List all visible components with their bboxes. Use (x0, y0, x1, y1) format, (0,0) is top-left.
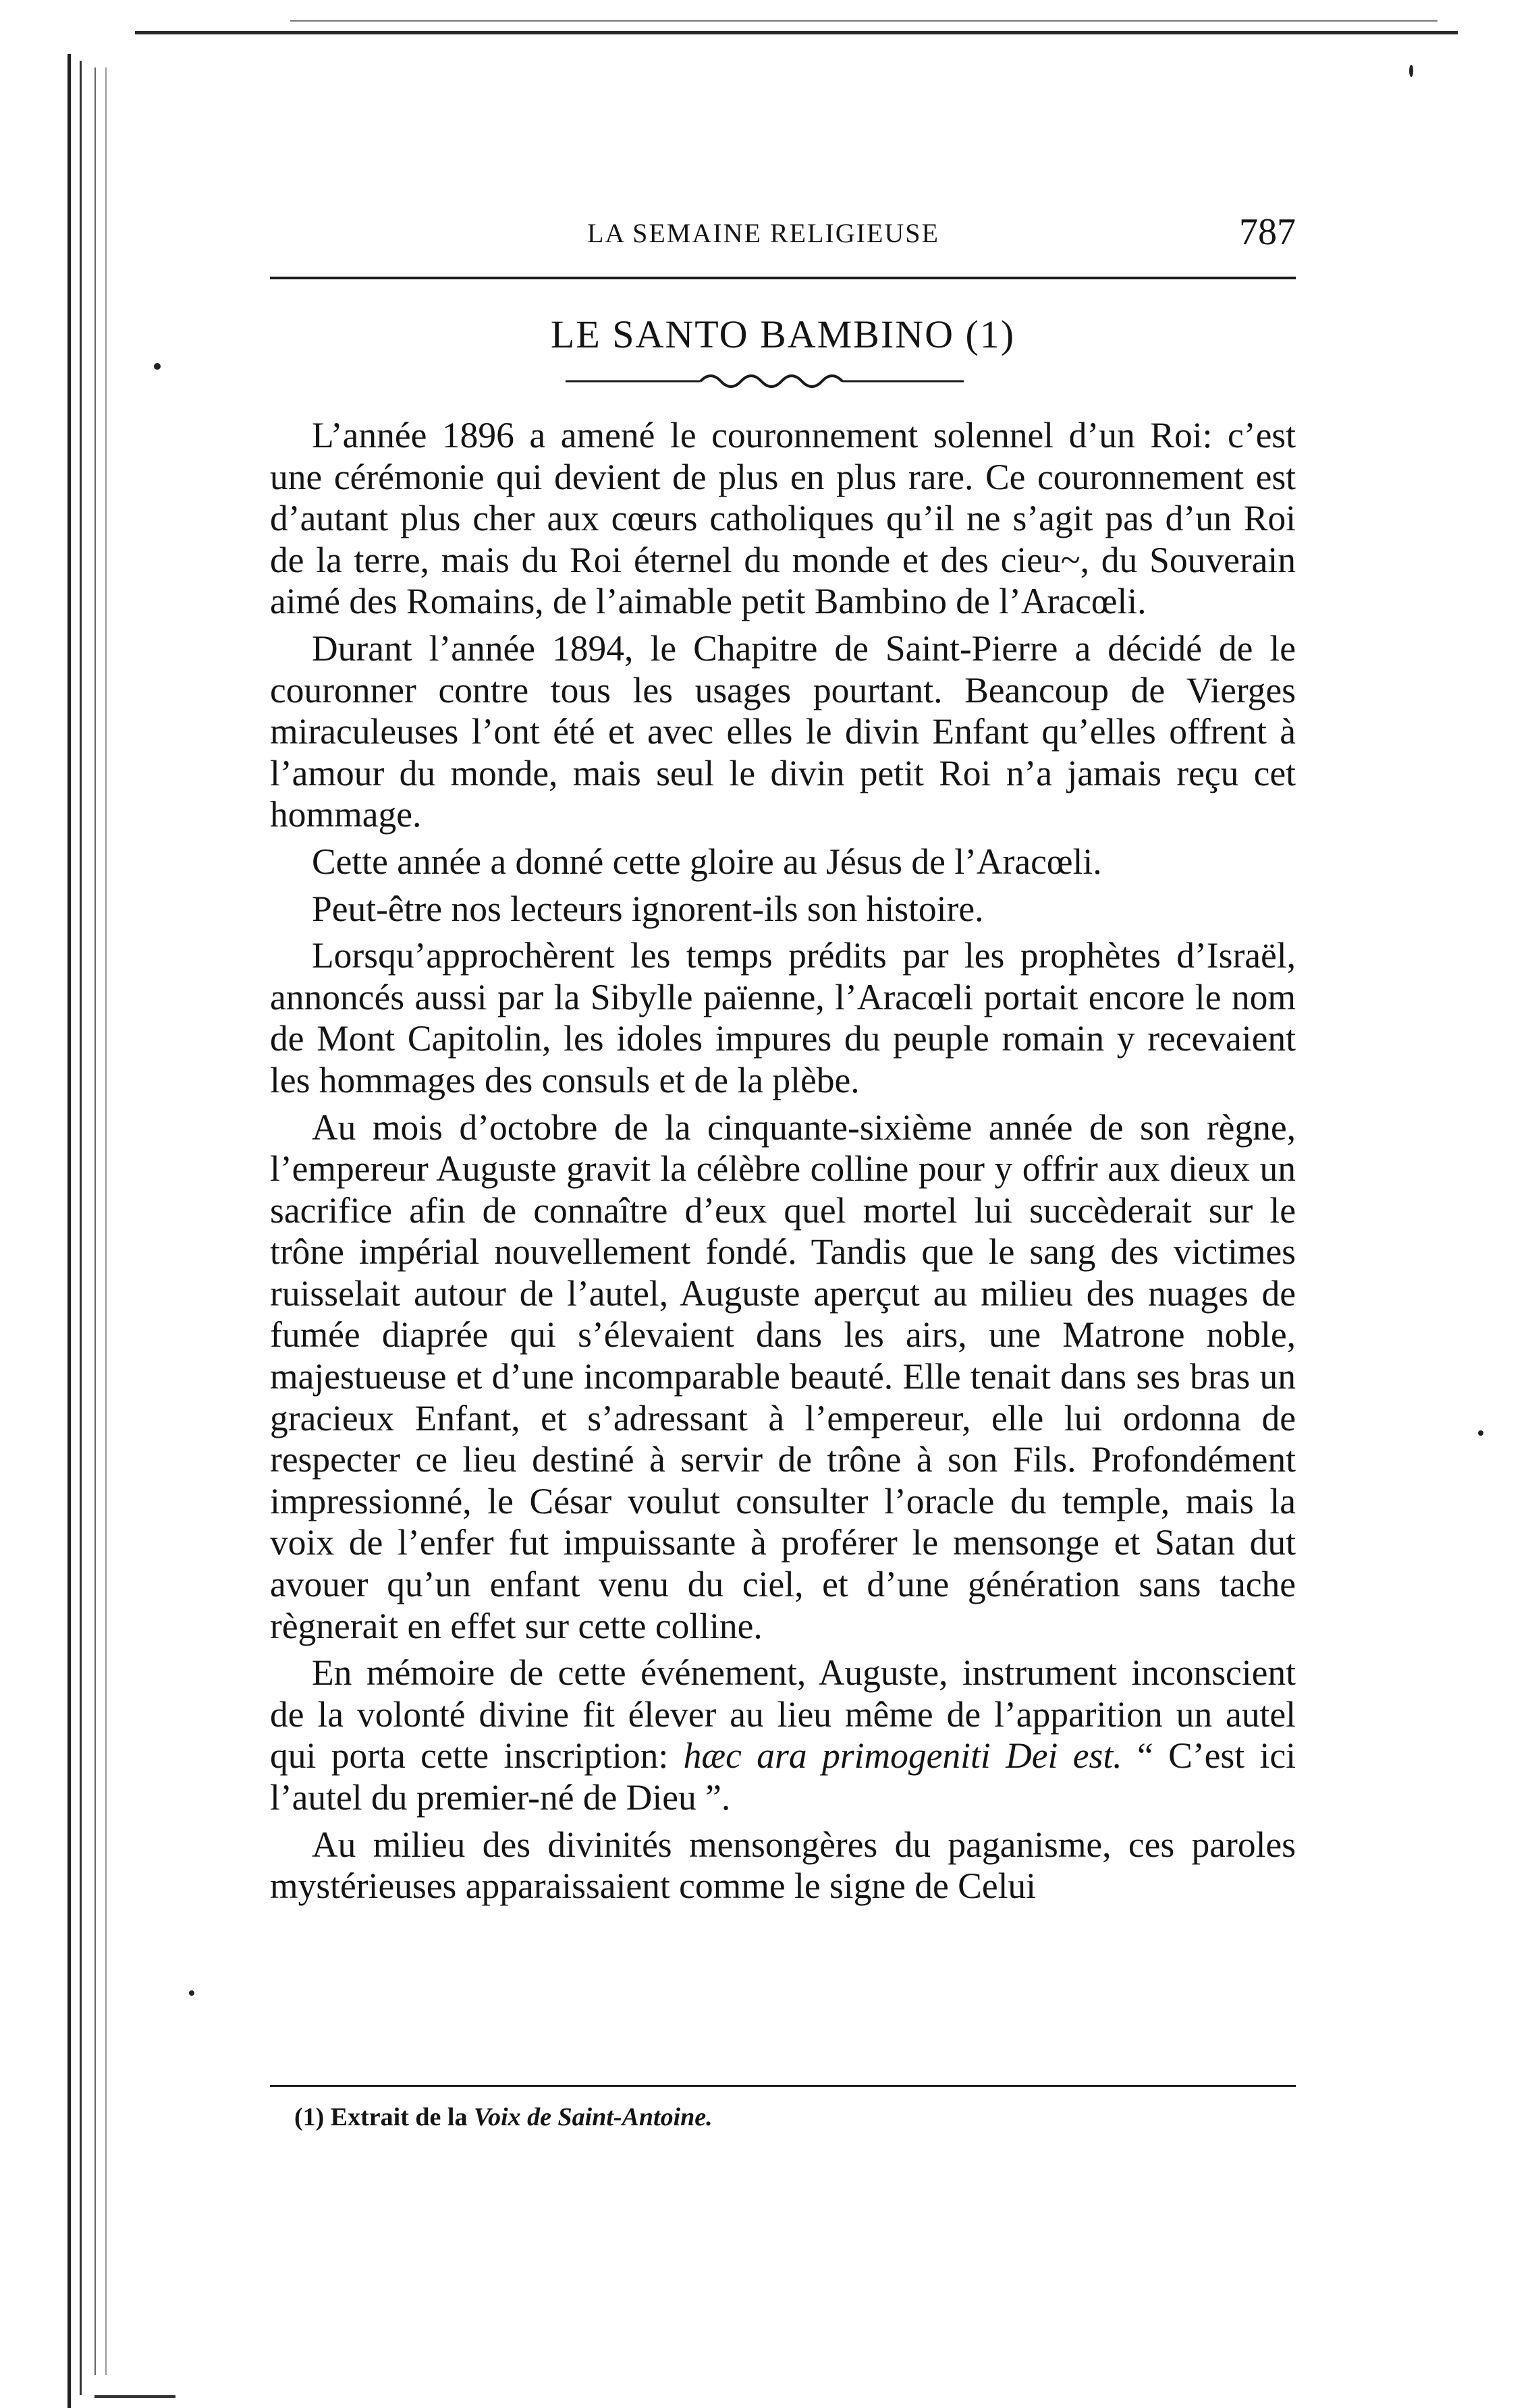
scan-edge-line (290, 20, 1438, 22)
page-binding-edge (40, 27, 142, 2408)
article-title: LE SANTO BAMBINO (1) (550, 312, 1016, 356)
paragraph: Au mois d’octobre de la cinquante-sixième année de son règne, l’empereur Auguste gravit la célèbre colline pour y offrir aux dieux un sacrifice afin de connaître d’eux quel mortel lui succèderait sur le trône impérial nouvellement fondé. Tandis que le sang des victimes ruisselait autour de l’autel, Auguste aperçut au milieu des nuages de fumée diaprée qui s’élevaient dans les airs, une Matrone noble, majestueuse et d’une incomparable beauté. Elle tenait dans ses bras un gracieux Enfant, et s’adressant à l’empereur, elle lui ordonna de respecter ce lieu destiné à servir de trône à son Fils. Profondément impressionné, le César voulut consulter l’oracle du temple, mais la voix de l’enfer fut impuissante à proférer le mensonge et Satan dut avouer qu’un enfant venu du ciel, et d’une génération sans tache règnerait en effet sur cette colline. (270, 1107, 1296, 1646)
page-header (270, 211, 1296, 264)
paragraph-lead: En mémoire de cette événement, Auguste, instrument inconscient de la volonté divine fit élever au lieu même de l’apparition un autel qui porta cette inscription: (270, 1652, 1296, 1776)
inscription-translation: “ C’est ici l’autel du premier-né de Dieu ”. (270, 1735, 1296, 1818)
footnote-rule (270, 2085, 1296, 2087)
title-ornament (566, 368, 964, 395)
paragraph: Peut-être nos lecteurs ignorent-ils son histoire. (312, 888, 984, 929)
ink-speck (154, 363, 161, 370)
running-head: LA SEMAINE RELIGIEUSE (587, 218, 939, 248)
scan-edge-line (135, 31, 1458, 34)
paragraph: Au milieu des divinités mensongères du paganisme, ces paroles mystérieuses apparaissaient comme le signe de Celui (270, 1824, 1296, 1907)
paragraph: Cette année a donné cette gloire au Jésus de l’Aracœli. (312, 841, 1102, 882)
paragraph: L’année 1896 a amené le couronnement solennel d’un Roi: c’est une cérémonie qui devient de plus en plus rare. Ce couronnement est d’autant plus cher aux cœurs catholiques qu’il ne s’agit pas d’un Roi de la terre, mais du Roi éternel du monde et des cieu~, du Souverain aimé des Romains, de l’aimable petit Bambino de l’Aracœli. (270, 415, 1296, 622)
footnote-marker: (1) Extrait de la (294, 2103, 468, 2131)
footnote-source: Voix de Saint-Antoine. (473, 2103, 713, 2131)
footnote (294, 2102, 713, 2132)
paragraph-inscription (270, 1652, 1296, 1818)
header-rule (270, 277, 1296, 279)
article-body (270, 415, 1296, 1913)
paragraph: Durant l’année 1894, le Chapitre de Saint-Pierre a décidé de le couronner contre tous les usages pourtant. Beancoup de Vierges miraculeuses l’ont été et avec elles le divin Enfant qu’elles offrent à l’amour du monde, mais seul le divin petit Roi n’a jamais reçu cet hommage. (270, 627, 1296, 835)
ink-speck (1478, 1430, 1483, 1436)
ink-speck (1409, 65, 1413, 77)
paragraph: Lorsqu’approchèrent les temps prédits par les prophètes d’Israël, annoncés aussi par la Sibylle païenne, l’Aracœli portait encore le nom de Mont Capitolin, les idoles impures du peuple romain y recevaient les hommages des consuls et de la plèbe. (270, 935, 1296, 1100)
page-number: 787 (1239, 211, 1296, 253)
ink-speck (189, 1990, 194, 1996)
latin-inscription: hæc ara primogeniti Dei est. (683, 1735, 1122, 1776)
